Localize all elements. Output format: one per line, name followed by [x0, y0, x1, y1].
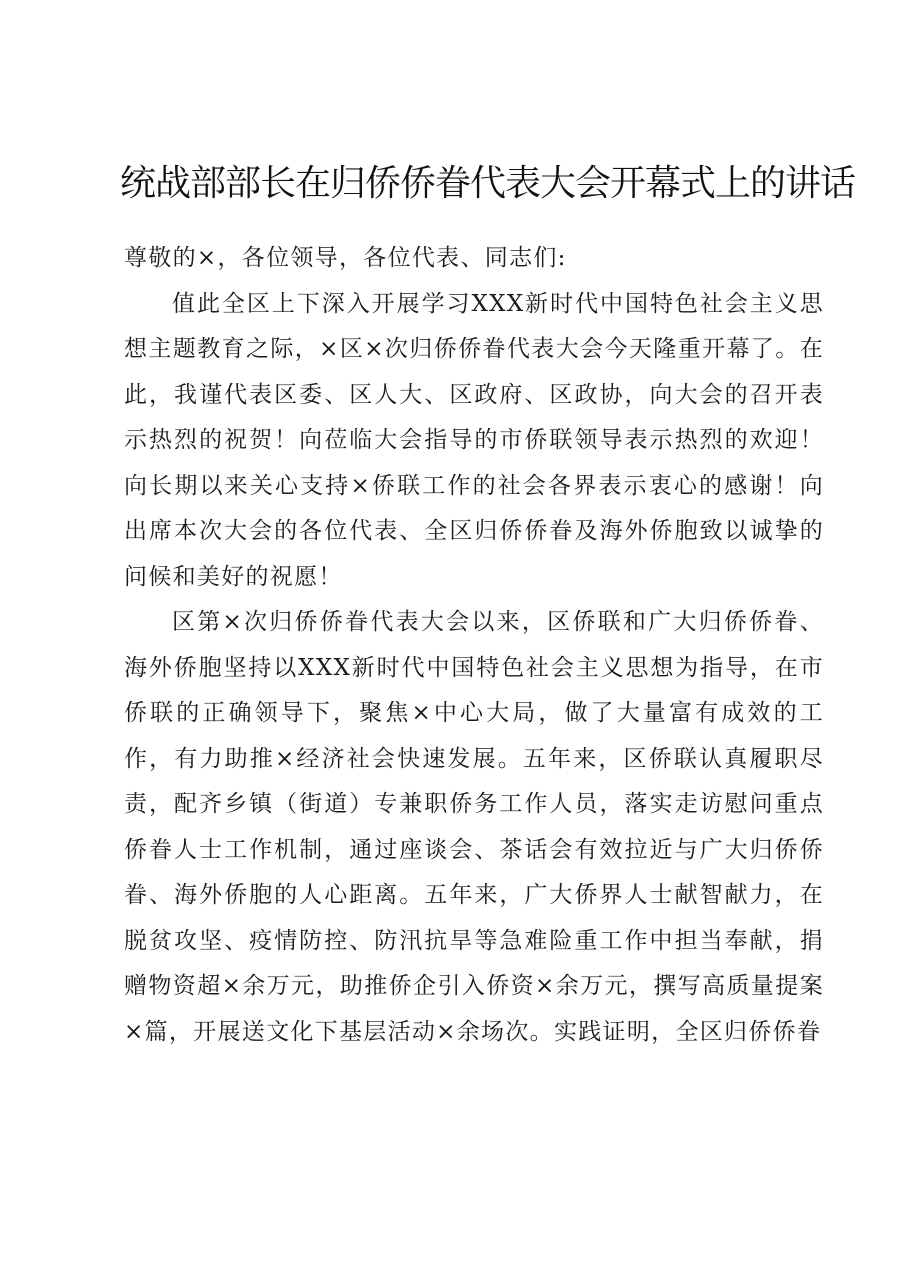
document-body	[124, 236, 824, 1055]
salutation: 尊敬的×，各位领导，各位代表、同志们:	[124, 245, 567, 271]
paragraph-achievements: 区第×次归侨侨眷代表大会以来，区侨联和广大归侨侨眷、海外侨胞坚持以XXX新时代中国特色社会主义思想为指导，在市侨联的正确领导下，聚焦×中心大局，做了大量富有成效的工作，有力助推×经济社会快速发展。五年来，区侨联认真履职尽责，配齐乡镇（街道）专兼职侨务工作人员，落实走访慰问重点侨眷人士工作机制，通过座谈会、茶话会有效拉近与广大归侨侨眷、海外侨胞的人心距离。五年来，广大侨界人士献智献力，在脱贫攻坚、疫情防控、防汛抗旱等急难险重工作中担当奉献，捐赠物资超×余万元，助推侨企引入侨资×余万元，撰写高质量提案×篇，开展送文化下基层活动×余场次。实践证明，全区归侨侨眷	[124, 609, 824, 1045]
document-title: 统战部部长在归侨侨眷代表大会开幕式上的讲话	[120, 163, 856, 204]
paragraph-opening: 值此全区上下深入开展学习XXX新时代中国特色社会主义思想主题教育之际，×区×次归侨侨眷代表大会今天隆重开幕了。在此，我谨代表区委、区人大、区政府、区政协，向大会的召开表示热烈的祝贺！向莅临大会指导的市侨联领导表示热烈的欢迎！向长期以来关心支持×侨联工作的社会各界表示衷心的感谢！向出席本次大会的各位代表、全区归侨侨眷及海外侨胞致以诚挚的问候和美好的祝愿！	[124, 290, 824, 590]
